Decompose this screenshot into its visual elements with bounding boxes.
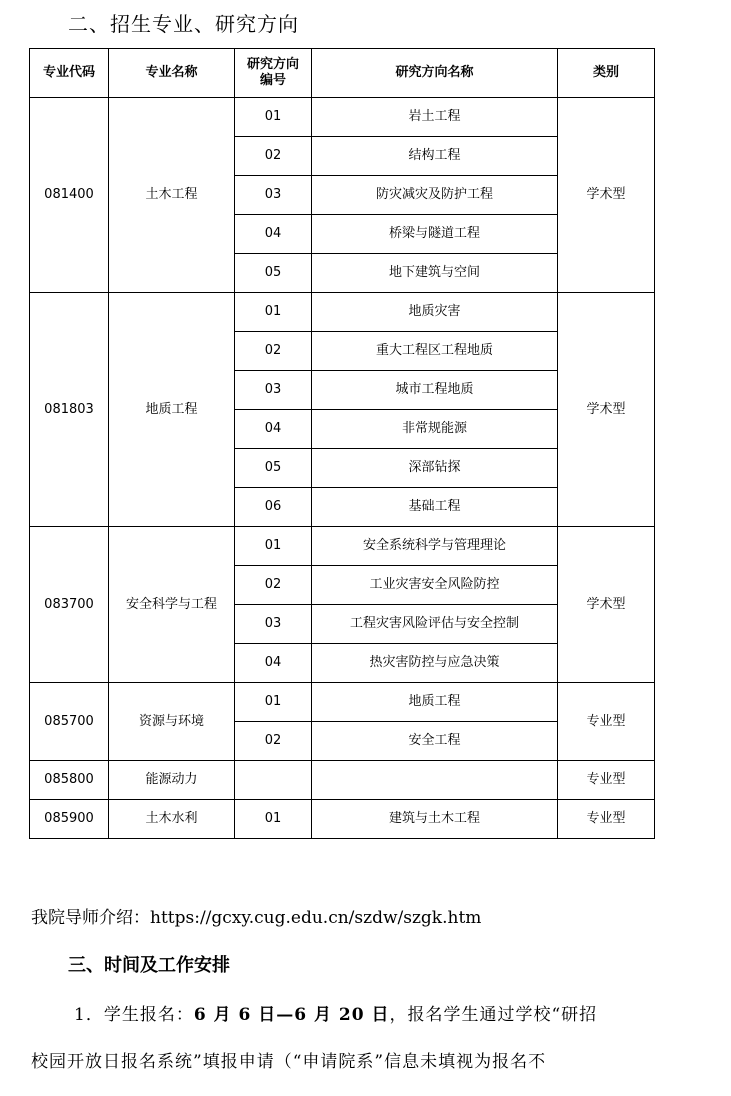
paragraph-line-1 <box>74 1000 731 1025</box>
table-row <box>30 683 655 722</box>
direction-no-cell <box>235 761 312 800</box>
header-major-code: 专业代码 <box>30 49 109 98</box>
direction-name-cell: 城市工程地质 <box>312 371 558 410</box>
major-code-cell: 085700 <box>30 683 109 761</box>
direction-name-cell: 非常规能源 <box>312 410 558 449</box>
direction-name-cell: 建筑与土木工程 <box>312 800 558 839</box>
direction-name-cell: 热灾害防控与应急决策 <box>312 644 558 683</box>
direction-no-cell: 06 <box>235 488 312 527</box>
registration-dates: 6 月 6 日—6 月 20 日 <box>193 1005 390 1025</box>
direction-name-cell: 安全工程 <box>312 722 558 761</box>
direction-no-cell: 03 <box>235 605 312 644</box>
direction-no-cell: 01 <box>235 800 312 839</box>
table-row <box>30 527 655 566</box>
direction-name-cell: 安全系统科学与管理理论 <box>312 527 558 566</box>
header-direction-no <box>235 49 312 98</box>
major-code-cell: 083700 <box>30 527 109 683</box>
major-code-cell: 081803 <box>30 293 109 527</box>
major-type-cell: 专业型 <box>558 800 655 839</box>
direction-no-cell: 03 <box>235 176 312 215</box>
direction-name-cell: 防灾减灾及防护工程 <box>312 176 558 215</box>
major-name-cell: 能源动力 <box>109 761 235 800</box>
direction-name-cell: 基础工程 <box>312 488 558 527</box>
direction-no-cell: 02 <box>235 566 312 605</box>
advisor-intro-link[interactable]: https://gcxy.cug.edu.cn/szdw/szgk.htm <box>150 908 482 928</box>
paragraph-suffix: ，报名学生通过学校“研招 <box>389 1005 598 1025</box>
direction-no-cell: 05 <box>235 449 312 488</box>
direction-no-cell: 01 <box>235 683 312 722</box>
major-name-cell: 土木工程 <box>109 98 235 293</box>
direction-no-cell: 03 <box>235 371 312 410</box>
section-2-heading: 二、招生专业、研究方向 <box>68 12 299 36</box>
direction-no-cell: 04 <box>235 215 312 254</box>
header-major-name: 专业名称 <box>109 49 235 98</box>
direction-no-cell: 01 <box>235 98 312 137</box>
header-type: 类别 <box>558 49 655 98</box>
major-code-cell: 085800 <box>30 761 109 800</box>
direction-no-cell: 05 <box>235 254 312 293</box>
major-type-cell: 学术型 <box>558 293 655 527</box>
major-name-cell: 安全科学与工程 <box>109 527 235 683</box>
major-name-cell: 土木水利 <box>109 800 235 839</box>
major-type-cell: 专业型 <box>558 683 655 761</box>
direction-name-cell: 结构工程 <box>312 137 558 176</box>
major-code-cell: 081400 <box>30 98 109 293</box>
direction-name-cell: 桥梁与隧道工程 <box>312 215 558 254</box>
direction-no-cell: 04 <box>235 644 312 683</box>
direction-name-cell: 岩土工程 <box>312 98 558 137</box>
direction-name-cell: 地下建筑与空间 <box>312 254 558 293</box>
major-code-cell: 085900 <box>30 800 109 839</box>
table-row <box>30 293 655 332</box>
table-row <box>30 761 655 800</box>
header-direction-name: 研究方向名称 <box>312 49 558 98</box>
direction-no-cell: 02 <box>235 137 312 176</box>
major-type-cell: 学术型 <box>558 98 655 293</box>
paragraph-line-2: 校园开放日报名系统”填报申请（“申请院系”信息未填视为报名不 <box>31 1052 547 1072</box>
direction-no-cell: 01 <box>235 293 312 332</box>
table-row <box>30 800 655 839</box>
direction-name-cell: 工程灾害风险评估与安全控制 <box>312 605 558 644</box>
direction-no-cell: 02 <box>235 722 312 761</box>
direction-name-cell: 地质工程 <box>312 683 558 722</box>
advisor-intro <box>31 903 481 928</box>
advisor-intro-label: 我院导师介绍： <box>31 908 150 928</box>
direction-name-cell: 深部钻探 <box>312 449 558 488</box>
direction-name-cell <box>312 761 558 800</box>
direction-name-cell: 工业灾害安全风险防控 <box>312 566 558 605</box>
direction-no-cell: 04 <box>235 410 312 449</box>
major-name-cell: 地质工程 <box>109 293 235 527</box>
direction-name-cell: 地质灾害 <box>312 293 558 332</box>
major-name-cell: 资源与环境 <box>109 683 235 761</box>
majors-table <box>29 48 655 839</box>
major-type-cell: 专业型 <box>558 761 655 800</box>
paragraph-prefix: 1．学生报名： <box>74 1005 194 1025</box>
direction-name-cell: 重大工程区工程地质 <box>312 332 558 371</box>
major-type-cell: 学术型 <box>558 527 655 683</box>
section-3-heading: 三、时间及工作安排 <box>68 955 230 976</box>
header-direction-no-text: 研究方向编号 <box>246 57 299 88</box>
direction-no-cell: 01 <box>235 527 312 566</box>
direction-no-cell: 02 <box>235 332 312 371</box>
table-row <box>30 98 655 137</box>
table-header-row <box>30 49 655 98</box>
